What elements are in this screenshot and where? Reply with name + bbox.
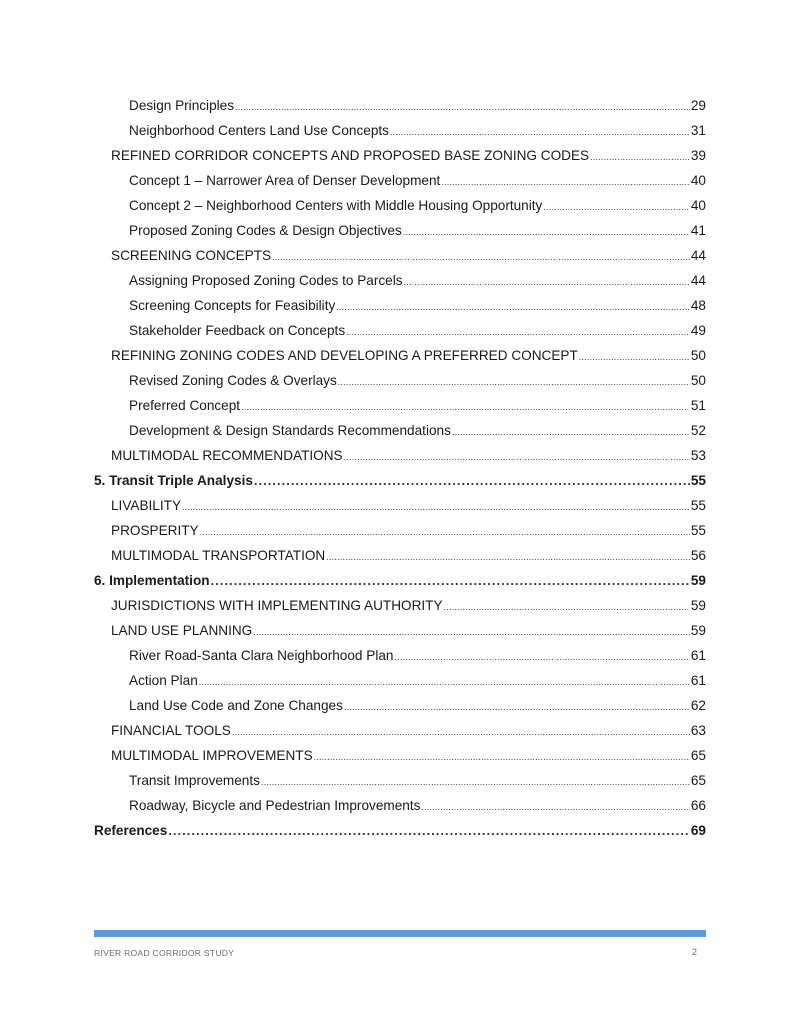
toc-entry[interactable]: [94, 668, 706, 693]
toc-entry[interactable]: [94, 743, 706, 768]
footer-page-number: 2: [691, 947, 697, 957]
toc-entry-page-number: 59: [690, 623, 706, 638]
toc-entry-page-number: 40: [690, 198, 706, 213]
toc-entry-page-number: 61: [690, 673, 706, 688]
toc-entry[interactable]: [94, 93, 706, 118]
toc-dot-leader: [346, 320, 690, 345]
toc-entry[interactable]: [94, 268, 706, 293]
toc-dot-leader: [326, 545, 690, 570]
toc-entry-page-number: 55: [690, 473, 706, 488]
toc-dot-leader: [338, 370, 690, 395]
toc-dot-leader: [168, 818, 690, 843]
toc-entry-title: River Road-Santa Clara Neighborhood Plan: [129, 648, 394, 663]
toc-entry-page-number: 65: [690, 748, 706, 763]
toc-entry-title: Roadway, Bicycle and Pedestrian Improvements: [129, 798, 421, 813]
toc-dot-leader: [254, 468, 690, 493]
toc-entry-title: PROSPERITY: [111, 523, 199, 538]
toc-entry[interactable]: [94, 693, 706, 718]
toc-entry[interactable]: [94, 618, 706, 643]
toc-dot-leader: [344, 445, 690, 470]
toc-dot-leader: [394, 645, 689, 670]
toc-entry[interactable]: [94, 418, 706, 443]
toc-dot-leader: [344, 695, 690, 720]
toc-entry-page-number: 66: [690, 798, 706, 813]
toc-dot-leader: [253, 620, 690, 645]
toc-dot-leader: [579, 345, 690, 370]
toc-entry-page-number: 50: [690, 373, 706, 388]
toc-dot-leader: [211, 568, 690, 593]
toc-entry-title: 6. Implementation: [94, 573, 210, 588]
footer-document-title: RIVER ROAD CORRIDOR STUDY: [94, 948, 235, 958]
toc-entry[interactable]: [94, 193, 706, 218]
toc-dot-leader: [235, 95, 690, 120]
toc-entry-title: LIVABILITY: [111, 498, 182, 513]
toc-dot-leader: [421, 795, 689, 820]
toc-entry-title: Screening Concepts for Feasibility: [129, 298, 336, 313]
toc-entry[interactable]: [94, 718, 706, 743]
toc-entry-page-number: 53: [690, 448, 706, 463]
toc-entry-page-number: 41: [690, 223, 706, 238]
toc-dot-leader: [543, 195, 690, 220]
toc-dot-leader: [390, 120, 690, 145]
toc-entry-page-number: 31: [690, 123, 706, 138]
toc-dot-leader: [199, 670, 690, 695]
toc-entry-title: Land Use Code and Zone Changes: [129, 698, 343, 713]
toc-entry[interactable]: [94, 568, 706, 593]
toc-entry[interactable]: [94, 443, 706, 468]
toc-entry-page-number: 56: [690, 548, 706, 563]
toc-entry[interactable]: [94, 493, 706, 518]
toc-dot-leader: [200, 520, 690, 545]
toc-entry-title: Transit Improvements: [129, 773, 260, 788]
toc-entry-page-number: 50: [690, 348, 706, 363]
toc-entry[interactable]: [94, 818, 706, 843]
toc-entry[interactable]: [94, 368, 706, 393]
toc-entry-page-number: 65: [690, 773, 706, 788]
toc-entry-title: Design Principles: [129, 98, 235, 113]
toc-dot-leader: [336, 295, 690, 320]
toc-entry-title: References: [94, 823, 168, 838]
toc-entry-title: Stakeholder Feedback on Concepts: [129, 323, 346, 338]
toc-dot-leader: [272, 245, 690, 270]
toc-entry-page-number: 48: [690, 298, 706, 313]
toc-entry-page-number: 63: [690, 723, 706, 738]
toc-entry-page-number: 40: [690, 173, 706, 188]
toc-entry[interactable]: [94, 243, 706, 268]
toc-entry-page-number: 39: [690, 148, 706, 163]
toc-dot-leader: [261, 770, 690, 795]
toc-dot-leader: [590, 145, 690, 170]
toc-entry-page-number: 55: [690, 498, 706, 513]
toc-dot-leader: [404, 270, 690, 295]
toc-entry[interactable]: [94, 393, 706, 418]
toc-entry[interactable]: [94, 768, 706, 793]
toc-entry-page-number: 29: [690, 98, 706, 113]
toc-entry[interactable]: [94, 543, 706, 568]
toc-entry[interactable]: [94, 643, 706, 668]
footer-rule: [94, 930, 706, 937]
toc-entry-title: Concept 2 – Neighborhood Centers with Middle Housing Opportunity: [129, 198, 543, 213]
toc-entry-page-number: 51: [690, 398, 706, 413]
toc-entry-title: REFINING ZONING CODES AND DEVELOPING A PREFERRED CONCEPT: [111, 348, 578, 363]
toc-entry[interactable]: [94, 343, 706, 368]
toc-entry-page-number: 52: [690, 423, 706, 438]
toc-entry-page-number: 59: [690, 573, 706, 588]
toc-entry[interactable]: [94, 293, 706, 318]
toc-entry-title: SCREENING CONCEPTS: [111, 248, 272, 263]
toc-entry-title: 5. Transit Triple Analysis: [94, 473, 253, 488]
toc-entry[interactable]: [94, 168, 706, 193]
toc-entry[interactable]: [94, 793, 706, 818]
toc-entry-page-number: 49: [690, 323, 706, 338]
table-of-contents: [94, 93, 706, 843]
toc-dot-leader: [441, 170, 690, 195]
toc-entry[interactable]: [94, 218, 706, 243]
toc-entry-page-number: 61: [690, 648, 706, 663]
toc-entry[interactable]: [94, 118, 706, 143]
toc-entry-title: Development & Design Standards Recommendations: [129, 423, 451, 438]
toc-entry-page-number: 69: [690, 823, 706, 838]
toc-dot-leader: [232, 720, 690, 745]
toc-entry-title: FINANCIAL TOOLS: [111, 723, 231, 738]
toc-entry-title: Assigning Proposed Zoning Codes to Parcels: [129, 273, 403, 288]
toc-entry-title: JURISDICTIONS WITH IMPLEMENTING AUTHORITY: [111, 598, 443, 613]
toc-entry-title: MULTIMODAL RECOMMENDATIONS: [111, 448, 343, 463]
toc-entry[interactable]: [94, 593, 706, 618]
toc-entry-title: REFINED CORRIDOR CONCEPTS AND PROPOSED BASE ZONING CODES: [111, 148, 590, 163]
toc-entry-title: Revised Zoning Codes & Overlays: [129, 373, 337, 388]
toc-entry[interactable]: [94, 468, 706, 493]
toc-entry-title: Neighborhood Centers Land Use Concepts: [129, 123, 389, 138]
toc-entry-page-number: 55: [690, 523, 706, 538]
toc-entry-title: Preferred Concept: [129, 398, 241, 413]
toc-entry-title: Action Plan: [129, 673, 198, 688]
toc-entry[interactable]: [94, 143, 706, 168]
toc-entry[interactable]: [94, 518, 706, 543]
toc-entry[interactable]: [94, 318, 706, 343]
toc-entry-title: LAND USE PLANNING: [111, 623, 253, 638]
toc-entry-page-number: 44: [690, 248, 706, 263]
toc-dot-leader: [452, 420, 690, 445]
toc-entry-page-number: 44: [690, 273, 706, 288]
toc-entry-title: MULTIMODAL IMPROVEMENTS: [111, 748, 313, 763]
toc-entry-page-number: 59: [690, 598, 706, 613]
toc-dot-leader: [182, 495, 690, 520]
toc-entry-title: Proposed Zoning Codes & Design Objectives: [129, 223, 402, 238]
toc-entry-title: Concept 1 – Narrower Area of Denser Development: [129, 173, 441, 188]
toc-entry-title: MULTIMODAL TRANSPORTATION: [111, 548, 326, 563]
toc-dot-leader: [241, 395, 690, 420]
toc-dot-leader: [403, 220, 690, 245]
toc-dot-leader: [444, 595, 690, 620]
toc-entry-page-number: 62: [690, 698, 706, 713]
toc-dot-leader: [314, 745, 690, 770]
